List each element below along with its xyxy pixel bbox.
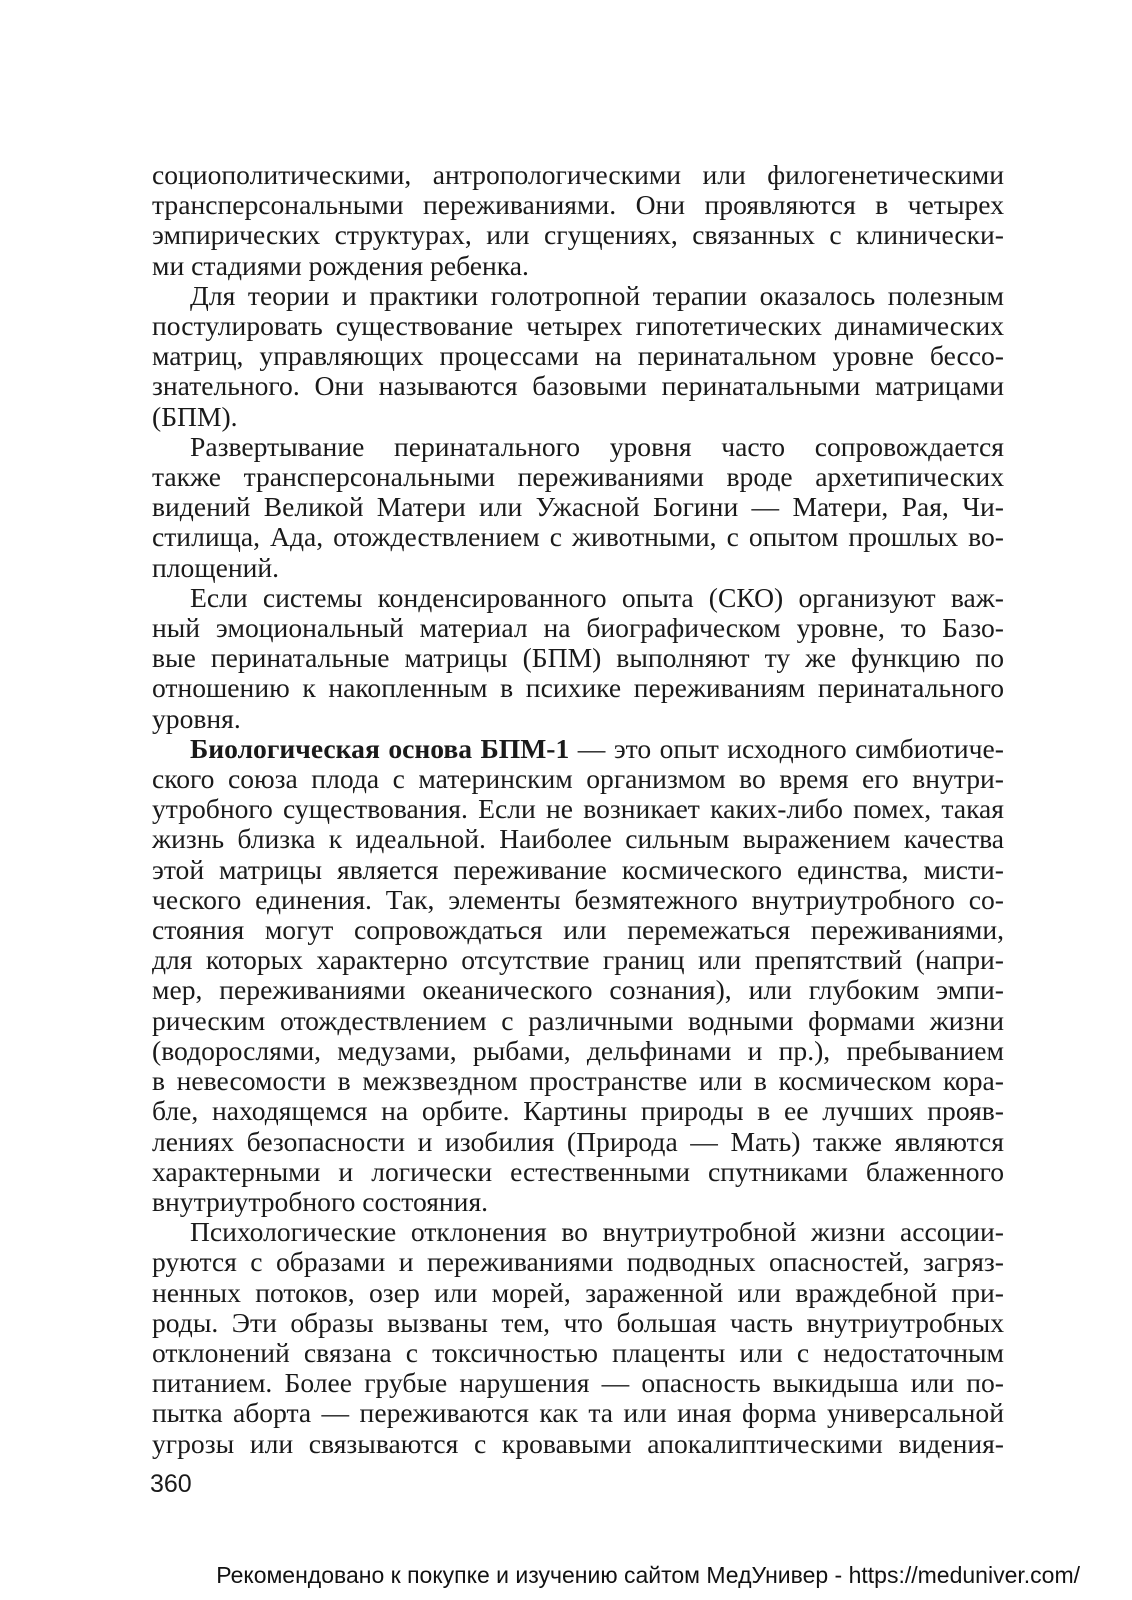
text-line: для которых характерно отсутствие границ или препятствий (напри- bbox=[152, 944, 1004, 976]
text-line: Если системы конденсированного опыта (СКО) организуют важ- bbox=[190, 581, 1004, 613]
text-line: вые перинатальные матрицы (БПМ) выполняют ту же функцию по bbox=[152, 642, 1004, 674]
text-line: Для теории и практики голотропной терапии оказалось полезным bbox=[190, 279, 1004, 311]
text-line: ского союза плода с материнским организмом во время его внутри- bbox=[152, 763, 1004, 795]
line-rest: — это опыт исходного симбиотиче- bbox=[569, 732, 1004, 764]
text-line: угрозы или связываются с кровавыми апокалиптическими видения- bbox=[152, 1427, 1004, 1459]
text-line: Психологические отклонения во внутриутробной жизни ассоции- bbox=[190, 1216, 1004, 1248]
text-line: бле, находящемся на орбите. Картины природы в ее лучших прояв- bbox=[152, 1095, 1004, 1127]
paragraph bbox=[152, 281, 1004, 432]
text-line: уровня. bbox=[152, 702, 241, 734]
text-line: отношению к накопленным в психике переживаниям перинатального bbox=[152, 672, 1004, 704]
text-line: в невесомости в межзвездном пространстве или в космическом кора- bbox=[152, 1065, 1004, 1097]
text-line: отклонений связана с токсичностью плаценты или с недостаточным bbox=[152, 1336, 1004, 1368]
bold-lead: Биологическая основа БПМ-1 bbox=[190, 732, 570, 764]
paragraph bbox=[152, 1217, 1004, 1459]
text-line: ческого единения. Так, элементы безмятежного внутриутробного со- bbox=[152, 883, 1004, 915]
text-line: лениях безопасности и изобилия (Природа — Мать) также являются bbox=[152, 1125, 1004, 1157]
text-line: пытка аборта — переживаются как та или иная форма универсальной bbox=[152, 1397, 1004, 1429]
text-line: ный эмоциональный материал на биографическом уровне, то Базо- bbox=[152, 612, 1004, 644]
text-line: руются с образами и переживаниями подводных опасностей, загряз- bbox=[152, 1246, 1004, 1278]
text-line: жизнь близка к идеальной. Наиболее сильным выражением качества bbox=[152, 823, 1004, 855]
body-text bbox=[152, 160, 1004, 1459]
paragraph bbox=[152, 734, 1004, 1217]
text-line: характерными и логически естественными спутниками блаженного bbox=[152, 1155, 1004, 1187]
text-line: знательного. Они называются базовыми перинатальными матрицами bbox=[152, 370, 1004, 402]
text-line: постулировать существование четырех гипотетических динамических bbox=[152, 310, 1004, 342]
paragraph bbox=[152, 583, 1004, 734]
text-line: ми стадиями рождения ребенка. bbox=[152, 249, 529, 281]
footer-recommendation: Рекомендовано к покупке и изучению сайтом МедУнивер - https://meduniver.com/ bbox=[216, 1562, 1080, 1588]
text-line: рическим отождествлением с различными водными формами жизни bbox=[152, 1004, 1004, 1036]
text-line: стилища, Ада, отождествлением с животными, с опытом прошлых во- bbox=[152, 521, 1004, 553]
text-line bbox=[152, 734, 1004, 764]
page-number: 360 bbox=[150, 1470, 192, 1498]
text-line: мер, переживаниями океанического сознания), или глубоким эмпи- bbox=[152, 974, 1004, 1006]
text-line: этой матрицы является переживание космического единства, мисти- bbox=[152, 853, 1004, 885]
text-line: социополитическими, антропологическими или филогенетическими bbox=[152, 159, 1004, 190]
text-line: внутриутробного состояния. bbox=[152, 1185, 489, 1217]
text-line: роды. Эти образы вызваны тем, что большая часть внутриутробных bbox=[152, 1306, 1004, 1338]
text-line: Развертывание перинатального уровня часто сопровождается bbox=[190, 430, 1004, 462]
text-line: площений. bbox=[152, 551, 280, 583]
text-line: (водорослями, медузами, рыбами, дельфинами и пр.), пребыванием bbox=[152, 1034, 1004, 1066]
text-line: ненных потоков, озер или морей, зараженной или враждебной при- bbox=[152, 1276, 1004, 1308]
text-line: (БПМ). bbox=[152, 400, 238, 432]
text-line: также трансперсональными переживаниями вроде архетипических bbox=[152, 461, 1004, 493]
paragraph bbox=[152, 160, 1004, 281]
text-line: питанием. Более грубые нарушения — опасность выкидыша или по- bbox=[152, 1367, 1004, 1399]
text-line: утробного существования. Если не возникает каких-либо помех, такая bbox=[152, 793, 1004, 825]
text-line: трансперсональными переживаниями. Они проявляются в четырех bbox=[152, 189, 1004, 221]
paragraph bbox=[152, 432, 1004, 583]
text-line: эмпирических структурах, или сгущениях, связанных с клинически- bbox=[152, 219, 1004, 251]
text-line: стояния могут сопровождаться или перемежаться переживаниями, bbox=[152, 914, 1004, 946]
text-line: видений Великой Матери или Ужасной Богини — Матери, Рая, Чи- bbox=[152, 491, 1004, 523]
text-line: матриц, управляющих процессами на перинатальном уровне бессо- bbox=[152, 340, 1004, 372]
